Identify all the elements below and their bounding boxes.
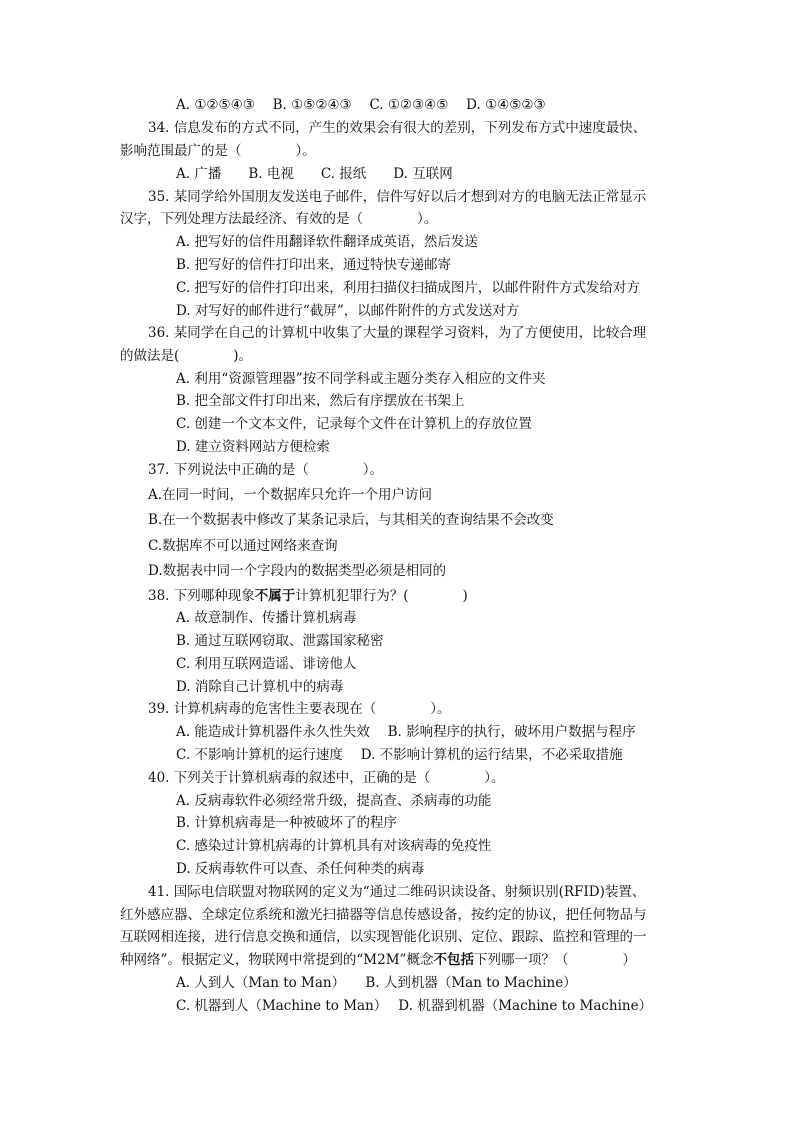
q41-stem-post: 下列哪一项？（ ） — [473, 952, 636, 968]
q36-stem-cont: 的做法是( )。 — [120, 348, 253, 364]
q38-stem-pre: 38. 下列哪种现象 — [148, 588, 255, 604]
q38-option-d: D. 消除自己计算机中的病毒 — [176, 679, 344, 695]
q37-option-a: A.在同一时间，一个数据库只允许一个用户访问 — [148, 487, 433, 503]
q38-option-b: B. 通过互联网窃取、泄露国家秘密 — [176, 633, 384, 649]
q41-options-row2: C. 机器到人（Machine to Man） D. 机器到机器（Machine to Machine） — [176, 998, 653, 1014]
q35-option-a: A. 把写好的信件用翻译软件翻译成英语，然后发送 — [176, 234, 478, 250]
q41-stem-cont-1: 红外感应器、全球定位系统和激光扫描器等信息传感设备，按约定的协议，把任何物品与 — [120, 907, 647, 923]
q38-stem-post: 计算机犯罪行为？( ) — [295, 588, 468, 604]
q39-options-row2: C. 不影响计算机的运行速度 D. 不影响计算机的运行结果，不必采取措施 — [176, 747, 623, 763]
q35-option-b: B. 把写好的信件打印出来，通过特快专递邮寄 — [176, 257, 452, 273]
q34-stem: 34. 信息发布的方式不同，产生的效果会有很大的差别，下列发布方式中速度最快、 — [148, 120, 647, 136]
q38-stem — [148, 587, 468, 605]
q35-stem-cont: 汉字，下列处理方法最经济、有效的是（ ）。 — [120, 211, 438, 227]
q41-stem-emphasis: 不包括 — [433, 952, 474, 968]
q40-option-c: C. 感染过计算机病毒的计算机具有对该病毒的免疫性 — [176, 838, 492, 854]
q41-stem-cont-2: 互联网相连接，进行信息交换和通信，以实现智能化识别、定位、跟踪、监控和管理的一 — [120, 929, 647, 945]
q40-option-b: B. 计算机病毒是一种被破坏了的程序 — [176, 815, 398, 831]
q40-stem: 40. 下列关于计算机病毒的叙述中，正确的是（ ）。 — [148, 770, 505, 786]
q36-option-b: B. 把全部文件打印出来，然后有序摆放在书架上 — [176, 393, 465, 409]
q35-option-c: C. 把写好的信件打印出来，利用扫描仪扫描成图片，以邮件附件方式发给对方 — [176, 280, 640, 296]
q35-option-d: D. 对写好的邮件进行“截屏”，以邮件附件的方式发送对方 — [176, 303, 520, 319]
q37-option-b: B.在一个数据表中修改了某条记录后，与其相关的查询结果不会改变 — [148, 512, 554, 528]
q37-option-c: C.数据库不可以通过网络来查询 — [148, 538, 338, 554]
q41-stem-cont-3 — [120, 951, 636, 969]
q41-stem: 41. 国际电信联盟对物联网的定义为“通过二维码识读设备、射频识别(RFID)装置、 — [148, 884, 646, 900]
q36-option-c: C. 创建一个文本文件，记录每个文件在计算机上的存放位置 — [176, 416, 532, 432]
q36-option-a: A. 利用“资源管理器”按不同学科或主题分类存入相应的文件夹 — [176, 371, 546, 387]
q36-stem: 36. 某同学在自己的计算机中收集了大量的课程学习资料，为了方便使用，比较合理 — [148, 325, 647, 341]
q40-option-a: A. 反病毒软件必须经常升级，提高查、杀病毒的功能 — [176, 793, 492, 809]
q38-option-a: A. 故意制作、传播计算机病毒 — [176, 610, 357, 626]
q39-stem: 39. 计算机病毒的危害性主要表现在（ ）。 — [148, 701, 451, 717]
q38-option-c: C. 利用互联网造谣、诽谤他人 — [176, 656, 357, 672]
q41-options-row1: A. 人到人（Man to Man） B. 人到机器（Man to Machine） — [176, 975, 577, 991]
q33-options: A. ①②⑤④③ B. ①⑤②④③ C. ①②③④⑤ D. ①④⑤②③ — [176, 97, 546, 113]
q34-stem-cont: 影响范围最广的是（ ）。 — [120, 143, 316, 159]
q37-stem: 37. 下列说法中正确的是（ ）。 — [148, 462, 384, 478]
q34-options: A. 广播 B. 电视 C. 报纸 D. 互联网 — [176, 166, 453, 182]
q36-option-d: D. 建立资料网站方便检索 — [176, 439, 330, 455]
q37-option-d: D.数据表中同一个字段内的数据类型必须是相同的 — [148, 563, 447, 579]
q38-stem-emphasis: 不属于 — [254, 588, 296, 604]
q41-stem-pre: 种网络”。根据定义，物联网中常提到的“M2M”概念 — [120, 952, 434, 968]
q39-options-row1: A. 能造成计算机器件永久性失效 B. 影响程序的执行，破坏用户数据与程序 — [176, 724, 636, 740]
q35-stem: 35. 某同学给外国朋友发送电子邮件，信件写好以后才想到对方的电脑无法正常显示 — [148, 189, 647, 205]
q40-option-d: D. 反病毒软件可以查、杀任何种类的病毒 — [176, 861, 425, 877]
